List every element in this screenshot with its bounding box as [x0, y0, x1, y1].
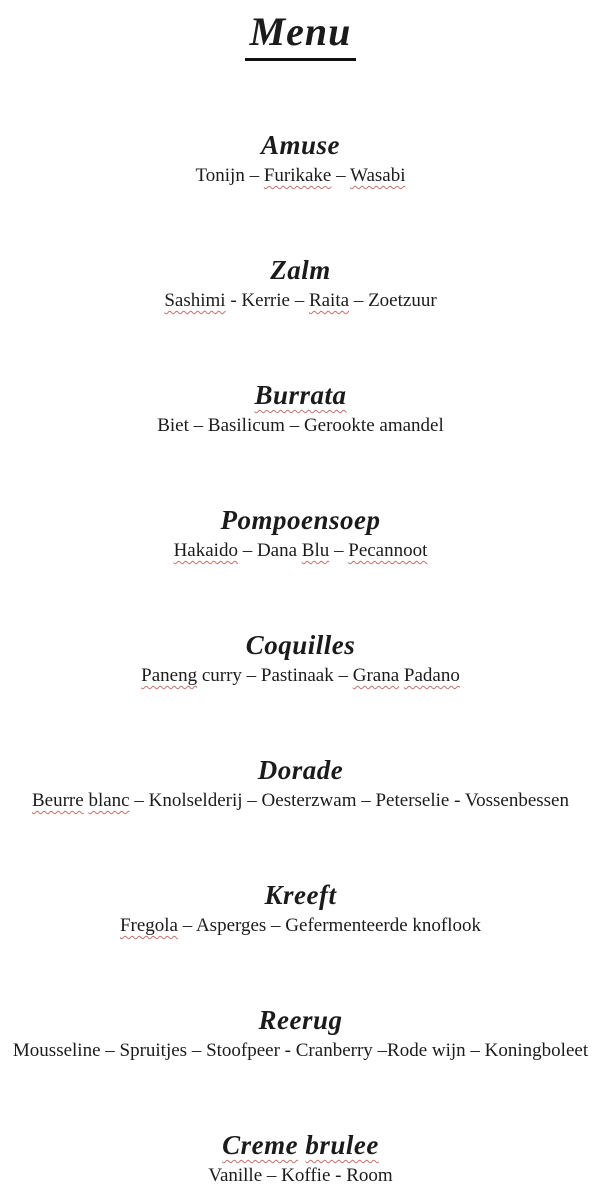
- misspelled-word: Wasabi: [350, 165, 406, 186]
- misspelled-word: Creme: [222, 1130, 299, 1160]
- text-segment: Coquilles: [245, 630, 356, 660]
- page-title: [0, 0, 601, 56]
- menu-course: [0, 128, 601, 190]
- course-ingredients: [0, 1162, 601, 1190]
- course-title: [0, 628, 601, 662]
- course-ingredients: [0, 1037, 601, 1065]
- course-title: [0, 378, 601, 412]
- misspelled-word: Padano: [403, 665, 460, 686]
- text-segment: Amuse: [260, 130, 341, 160]
- course-title: [0, 503, 601, 537]
- text-segment: – Knolselderij – Oesterzwam – Peterselie - Vossenbessen: [129, 790, 569, 811]
- misspelled-word: brulee: [305, 1130, 379, 1160]
- menu-course: [0, 753, 601, 815]
- text-segment: – Zoetzuur: [349, 290, 437, 311]
- menu-course: [0, 1003, 601, 1065]
- menu-course: [0, 878, 601, 940]
- text-segment: Vanille – Koffie - Room: [208, 1165, 393, 1186]
- course-ingredients: [0, 287, 601, 315]
- text-segment: –: [329, 540, 349, 561]
- misspelled-word: Burrata: [254, 380, 347, 410]
- course-title: [0, 753, 601, 787]
- text-segment: Kreeft: [264, 880, 337, 910]
- text-segment: Mousseline – Spruitjes – Stoofpeer - Cranberry –Rode wijn – Koningboleet: [12, 1040, 589, 1061]
- text-segment: Biet – Basilicum – Gerookte amandel: [157, 415, 444, 436]
- misspelled-word: blanc: [88, 790, 130, 811]
- text-segment: - Kerrie –: [225, 290, 309, 311]
- text-segment: Zalm: [270, 255, 331, 285]
- course-ingredients: [0, 787, 601, 815]
- misspelled-word: Hakaido: [173, 540, 238, 561]
- menu-sections: [0, 128, 601, 1190]
- course-ingredients: [0, 912, 601, 940]
- course-ingredients: [0, 537, 601, 565]
- course-title: [0, 1003, 601, 1037]
- course-ingredients: [0, 412, 601, 440]
- misspelled-word: Grana: [352, 665, 400, 686]
- menu-course: [0, 253, 601, 315]
- course-title: [0, 878, 601, 912]
- course-title: [0, 128, 601, 162]
- misspelled-word: Sashimi: [164, 290, 226, 311]
- misspelled-word: Beurre: [32, 790, 84, 811]
- menu-course: [0, 503, 601, 565]
- text-segment: Dorade: [257, 755, 344, 785]
- text-segment: Tonijn –: [195, 165, 264, 186]
- misspelled-word: Paneng: [141, 665, 198, 686]
- misspelled-word: Fregola: [119, 915, 178, 936]
- text-segment: – Dana: [237, 540, 302, 561]
- text-segment: – Asperges – Gefermenteerde knoflook: [178, 915, 482, 936]
- text-segment: Reerug: [258, 1005, 343, 1035]
- menu-course: [0, 628, 601, 690]
- course-ingredients: [0, 662, 601, 690]
- text-segment: Pompoensoep: [220, 505, 381, 535]
- menu-course: [0, 378, 601, 440]
- misspelled-word: Pecannoot: [348, 540, 428, 561]
- misspelled-word: Raita: [308, 290, 350, 311]
- course-title: [0, 1128, 601, 1162]
- misspelled-word: Blu: [301, 540, 330, 561]
- text-segment: curry – Pastinaak –: [197, 665, 353, 686]
- misspelled-word: Furikake: [263, 165, 332, 186]
- course-title: [0, 253, 601, 287]
- course-ingredients: [0, 162, 601, 190]
- menu-course: [0, 1128, 601, 1190]
- text-segment: –: [331, 165, 351, 186]
- page-title-text: Menu: [245, 8, 357, 61]
